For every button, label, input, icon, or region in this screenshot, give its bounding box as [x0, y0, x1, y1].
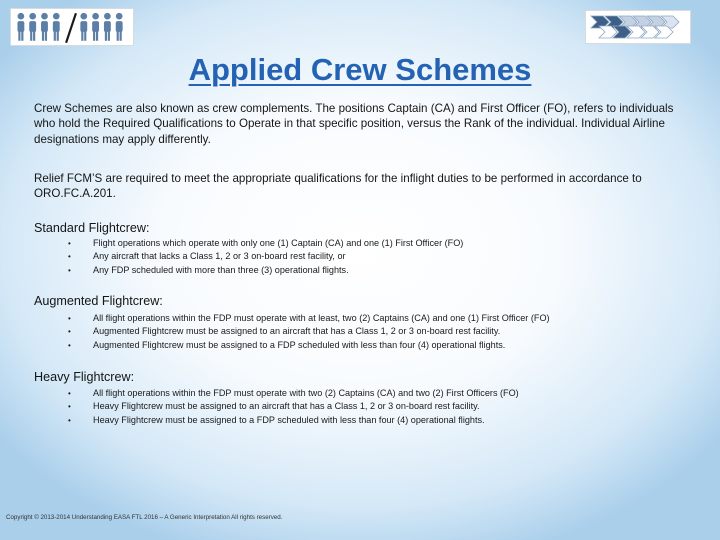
- list-item: • Any aircraft that lacks a Class 1, 2 or 3 on-board rest facility, or: [68, 250, 463, 263]
- list-item: • All flight operations within the FDP must operate with two (2) Captains (CA) and two (2) First Officers (FO): [68, 387, 519, 400]
- intro-paragraph: Crew Schemes are also known as crew complements. The positions Captain (CA) and First Officer (FO), refers to individuals who hold the Required Qualifications to Operate in that specific position, versus the Rank of the individual. Individual Airline designations may apply differently.: [34, 102, 674, 146]
- standard-flightcrew-heading: Standard Flightcrew:: [34, 221, 150, 235]
- augmented-flightcrew-list: [68, 312, 550, 352]
- list-item: • Augmented Flightcrew must be assigned to an aircraft that has a Class 1, 2 or 3 on-board rest facility.: [68, 325, 550, 338]
- list-item: • All flight operations within the FDP must operate with at least, two (2) Captains (CA) and one (1) First Officer (FO): [68, 312, 550, 325]
- relief-paragraph: Relief FCM’S are required to meet the appropriate qualifications for the inflight duties to be performed in accordance to ORO.FC.A.201.: [34, 172, 642, 201]
- list-item: • Augmented Flightcrew must be assigned to a FDP scheduled with less than four (4) operational flights.: [68, 339, 550, 352]
- chevron-arrows-logo: [585, 10, 691, 44]
- heavy-flightcrew-list: [68, 387, 519, 427]
- page-title: Applied Crew Schemes: [188, 52, 532, 87]
- list-item: • Heavy Flightcrew must be assigned to a FDP scheduled with less than four (4) operational flights.: [68, 414, 519, 427]
- list-item: • Flight operations which operate with only one (1) Captain (CA) and one (1) First Officer (FO): [68, 237, 463, 250]
- augmented-flightcrew-heading: Augmented Flightcrew:: [34, 294, 163, 308]
- copyright-footer: Copyright © 2013-2014 Understanding EASA FTL 2016 – A Generic Interpretation All rights reserved.: [6, 514, 283, 521]
- list-item: • Heavy Flightcrew must be assigned to an aircraft that has a Class 1, 2 or 3 on-board rest facility.: [68, 400, 519, 413]
- standard-flightcrew-list: [68, 237, 463, 277]
- crew-figures-logo: [10, 8, 134, 46]
- list-item: • Any FDP scheduled with more than three (3) operational flights.: [68, 264, 463, 277]
- heavy-flightcrew-heading: Heavy Flightcrew:: [34, 370, 135, 384]
- chevron-arrows-icon: [589, 14, 687, 40]
- crew-figures-icon: [14, 10, 130, 44]
